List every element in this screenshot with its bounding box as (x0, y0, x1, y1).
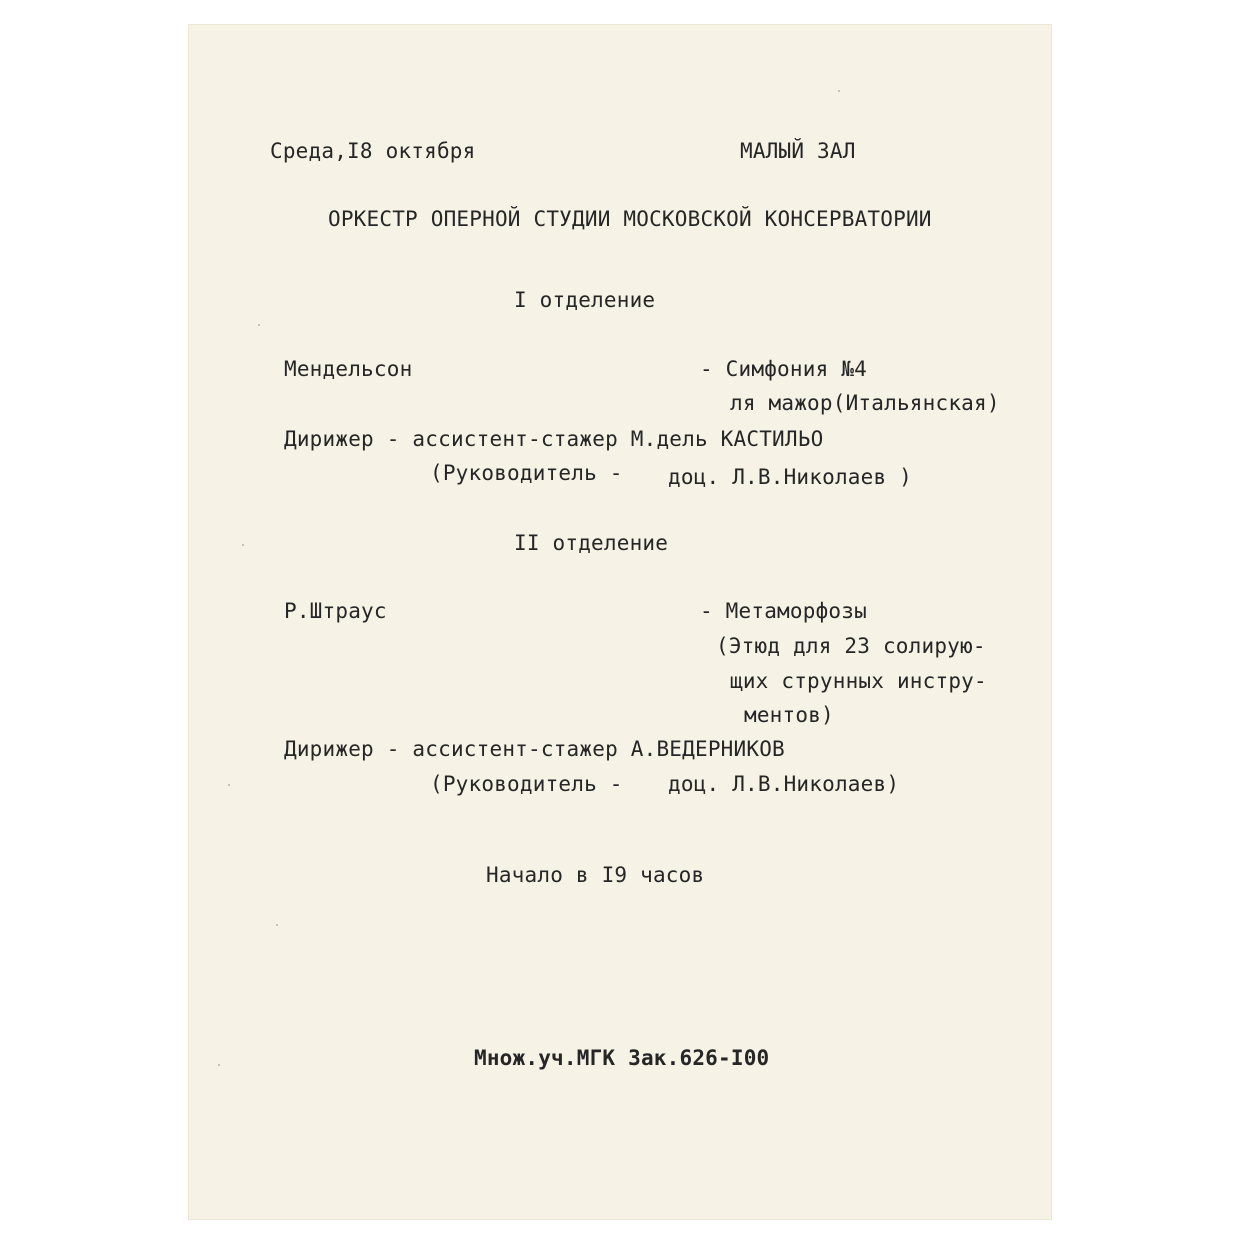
part2-work-detail-1: (Этюд для 23 солирую- (716, 634, 986, 658)
part2-work-detail-3: ментов) (744, 703, 834, 727)
part1-work-detail: ля мажор(Итальянская) (730, 391, 1000, 415)
concert-date: Среда,I8 октября (270, 139, 476, 163)
paper-speck (258, 324, 260, 326)
part1-composer: Мендельсон (284, 357, 413, 381)
part2-work-detail-2: щих струнных инстру- (730, 669, 987, 693)
part1-supervisor-label: (Руководитель - (430, 461, 623, 485)
paper-speck (276, 924, 278, 926)
part2-supervisor-name: доц. Л.В.Николаев) (668, 772, 900, 796)
part2-conductor: Дирижер - ассистент-стажер А.ВЕДЕРНИКОВ (284, 737, 785, 761)
start-time: Начало в I9 часов (486, 863, 705, 887)
print-info: Множ.уч.МГК Зак.626-I00 (474, 1046, 770, 1070)
paper-speck (242, 544, 244, 546)
part1-supervisor-name: доц. Л.В.Николаев ) (668, 465, 913, 489)
part1-conductor: Дирижер - ассистент-стажер М.дель КАСТИЛЬО (284, 427, 824, 451)
paper-speck (838, 90, 840, 92)
part2-supervisor-label: (Руководитель - (430, 772, 623, 796)
hall-name: МАЛЫЙ ЗАЛ (740, 139, 856, 163)
part2-composer: Р.Штраус (284, 599, 387, 623)
part2-work: - Метаморфозы (700, 599, 867, 623)
part2-heading: II отделение (514, 531, 669, 555)
paper-speck (228, 784, 230, 786)
paper-speck (218, 1064, 220, 1066)
part1-work: - Симфония №4 (700, 357, 867, 381)
orchestra-title: ОРКЕСТР ОПЕРНОЙ СТУДИИ МОСКОВСКОЙ КОНСЕРВАТОРИИ (328, 207, 932, 231)
part1-heading: I отделение (514, 288, 656, 312)
